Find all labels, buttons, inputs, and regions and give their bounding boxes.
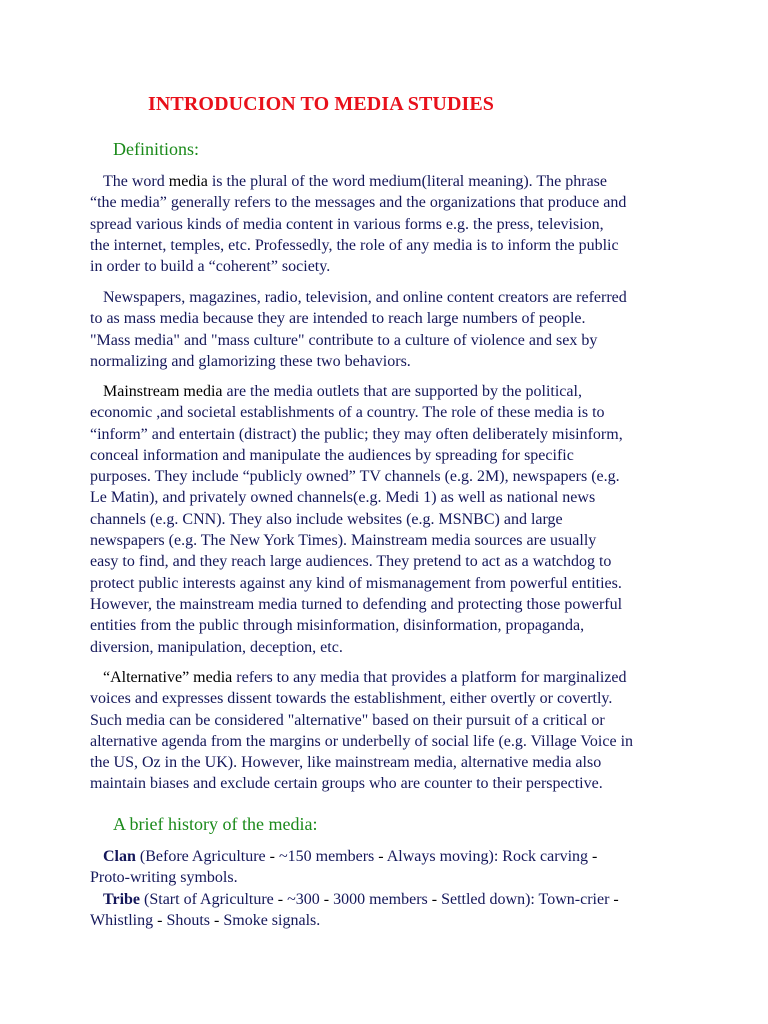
- text-line: However, the mainstream media turned to defending and protecting those powerful: [90, 595, 623, 613]
- text-line: "Mass media" and "mass culture" contribute to a culture of violence and sex by: [90, 331, 598, 349]
- text-line: Le Matin), and privately owned channels(e.g. Medi 1) as well as national news: [90, 489, 596, 507]
- dash: -: [277, 890, 284, 908]
- text-run: Always moving): Rock carving: [383, 848, 593, 865]
- text-line: alternative agenda from the margins or underbelly of social life (e.g. Village Voice in: [90, 732, 634, 750]
- text-run: ~300: [283, 890, 324, 908]
- document-title: INTRODUCION TO MEDIA STUDIES: [148, 93, 495, 115]
- text-line: purposes. They include “publicly owned” TV channels (e.g. 2M), newspapers (e.g.: [90, 468, 620, 486]
- text-run: is the plural of the word medium(literal meaning). The phrase: [207, 173, 607, 190]
- history-list: [90, 846, 690, 931]
- text-line: “the media” generally refers to the messages and the organizations that produce and: [90, 194, 627, 212]
- history-term: Tribe: [103, 890, 141, 908]
- text-run-emphasis: Mainstream media: [103, 383, 223, 400]
- history-item-clan: [90, 846, 690, 867]
- text-line: easy to find, and they reach large audiences. They pretend to act as a watchdog to: [90, 553, 612, 571]
- text-run: are the media outlets that are supported by the political,: [222, 383, 582, 400]
- text-line: voices and expresses dissent towards the establishment, either overtly or covertly.: [90, 690, 613, 708]
- paragraph-media-definition: [90, 171, 690, 277]
- text-line: normalizing and glamorizing these two behaviors.: [90, 352, 411, 370]
- text-line: the US, Oz in the UK). However, like mainstream media, alternative media also: [90, 754, 602, 772]
- paragraph-mainstream-media: [90, 381, 690, 658]
- dash: -: [431, 890, 438, 908]
- dash: -: [269, 848, 275, 865]
- dash: -: [592, 848, 598, 865]
- text-run: Settled down): Town-crier: [437, 890, 614, 908]
- text-run: refers to any media that provides a platform for marginalized: [232, 669, 627, 686]
- text-line: the internet, temples, etc. Professedly, the role of any media is to inform the public: [90, 236, 619, 254]
- text-line: [90, 667, 690, 688]
- text-line: channels (e.g. CNN). They also include websites (e.g. MSNBC) and large: [90, 510, 563, 528]
- text-line: protect public interests against any kind of mismanagement from powerful entities.: [90, 574, 622, 592]
- text-run: ~150 members: [274, 848, 379, 865]
- definitions-heading: Definitions:: [113, 139, 199, 159]
- dash: -: [157, 911, 163, 929]
- text-line: Such media can be considered "alternative" based on their pursuit of a critical or: [90, 711, 605, 729]
- history-item-tribe: [90, 889, 690, 910]
- text-run: The word: [103, 173, 169, 190]
- text-line: spread various kinds of media content in various forms e.g. the press, television,: [90, 215, 604, 233]
- paragraph-mass-media: [90, 287, 690, 372]
- text-line: Proto-writing symbols.: [90, 869, 238, 887]
- text-run: (Start of Agriculture: [140, 890, 278, 908]
- text-run: Whistling: [90, 911, 158, 929]
- text-run-emphasis: “Alternative” media: [103, 669, 233, 686]
- text-run: 3000 members: [329, 890, 432, 908]
- text-line: diversion, manipulation, deception, etc.: [90, 638, 343, 656]
- text-line: in order to build a “coherent” society.: [90, 258, 331, 276]
- text-line: [90, 171, 690, 192]
- history-heading: A brief history of the media:: [113, 814, 318, 834]
- text-line: [90, 910, 690, 931]
- text-line: maintain biases and exclude certain groups who are counter to their perspective.: [90, 775, 603, 793]
- dash: -: [378, 848, 384, 865]
- text-line: entities from the public through misinformation, disinformation, propaganda,: [90, 617, 585, 635]
- text-line: newspapers (e.g. The New York Times). Mainstream media sources are usually: [90, 532, 597, 550]
- text-run-emphasis: media: [168, 173, 208, 190]
- text-line: Newspapers, magazines, radio, television, and online content creators are referred: [103, 289, 627, 306]
- text-line: economic ,and societal establishments of a country. The role of these media is to: [90, 404, 605, 422]
- dash: -: [214, 911, 220, 929]
- history-term: Clan: [103, 848, 136, 865]
- dash: -: [323, 890, 330, 908]
- paragraph-alternative-media: [90, 667, 690, 795]
- text-line: [90, 381, 690, 402]
- text-run: (Before Agriculture: [135, 848, 270, 865]
- dash: -: [613, 890, 619, 908]
- text-line: “inform” and entertain (distract) the public; they may often deliberately misinform,: [90, 425, 623, 443]
- text-run: Smoke signals.: [219, 911, 321, 929]
- text-line: to as mass media because they are intended to reach large numbers of people.: [90, 310, 586, 328]
- text-run: Shouts: [162, 911, 215, 929]
- text-line: conceal information and manipulate the audiences by spreading for specific: [90, 446, 574, 464]
